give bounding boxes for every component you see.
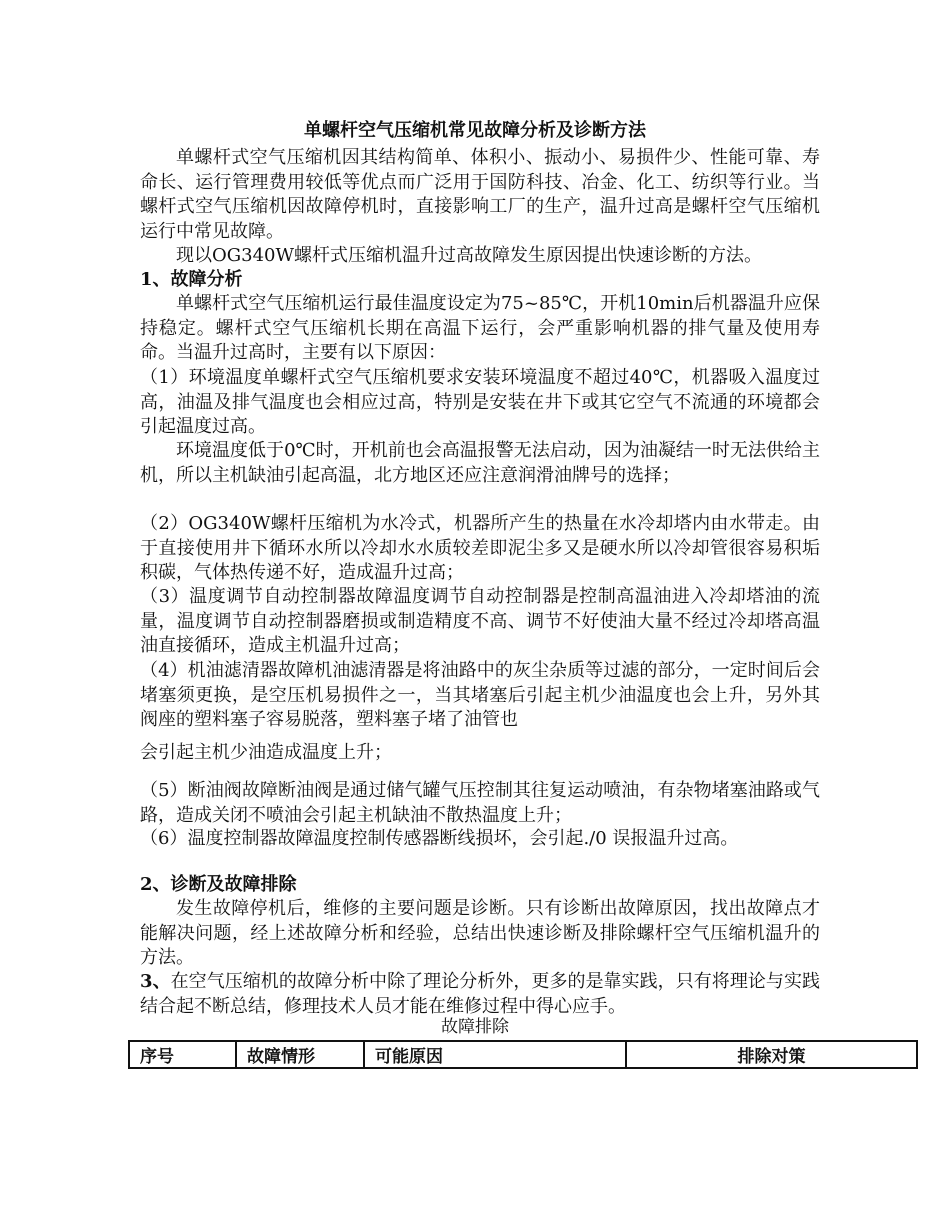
table-header-row bbox=[129, 1041, 917, 1068]
fault-table bbox=[128, 1040, 918, 1069]
intro-method-paragraph: 现以OG340W螺杆式压缩机温升过高故障发生原因提出快速诊断的方法。 bbox=[176, 245, 762, 266]
cause-item-2: （2）OG340W螺杆压缩机为水冷式，机器所产生的热量在水冷却塔内由水带走。由于直接使用井下循环水所以冷却水水质较差即泥尘多又是硬水所以冷却管很容易积垢积碳，气体热传递不好，造成温升过高； bbox=[140, 513, 820, 583]
cause-item-3: （3）温度调节自动控制器故障温度调节自动控制器是控制高温油进入冷却塔油的流量，温度调节自动控制器磨损或制造精度不高、调节不好使油大量不经过冷却塔高温油直接循环，造成主机温升过高； bbox=[140, 586, 820, 656]
cause-item-6: （6）温度控制器故障温度控制传感器断线损坏，会引起./0 误报温升过高。 bbox=[140, 828, 739, 849]
cause-item-1-note: 环境温度低于0℃时，开机前也会高温报警无法启动，因为油凝结一时无法供给主机，所以主机缺油引起高温，北方地区还应注意润滑油牌号的选择； bbox=[140, 440, 820, 486]
section-1-heading: 1、故障分析 bbox=[140, 269, 243, 290]
header-fault-condition: 故障情形 bbox=[236, 1041, 364, 1068]
section-3-number: 3、 bbox=[140, 971, 171, 992]
cause-item-4: （4）机油滤清器故障机油滤清器是将油路中的灰尘杂质等过滤的部分，一定时间后会堵塞须更换，是空压机易损件之一，当其堵塞后引起主机少油温度也会上升，另外其阀座的塑料塞子容易脱落，塑料塞子堵了油管也 bbox=[140, 660, 820, 730]
cause-item-5: （5）断油阀故障断油阀是通过储气罐气压控制其往复运动喷油，有杂物堵塞油路或气路，造成关闭不喷油会引起主机缺油不散热温度上升； bbox=[140, 780, 820, 826]
table-caption: 故障排除 bbox=[441, 1017, 509, 1037]
section-2-heading: 2、诊断及故障排除 bbox=[140, 874, 297, 895]
header-remedy: 排除对策 bbox=[626, 1041, 917, 1068]
intro-paragraph: 单螺杆式空气压缩机因其结构简单、体积小、振动小、易损件少、性能可靠、寿命长、运行管理费用较低等优点而广泛用于国防科技、冶金、化工、纺织等行业。当螺杆式空气压缩机因故障停机时，直接影响工厂的生产，温升过高是螺杆空气压缩机运行中常见故障。 bbox=[140, 147, 820, 242]
section-1-paragraph: 单螺杆式空气压缩机运行最佳温度设定为75~85℃，开机10min后机器温升应保持稳定。螺杆式空气压缩机长期在高温下运行，会严重影响机器的排气量及使用寿命。当温升过高时，主要有以下原因： bbox=[140, 293, 820, 363]
section-2-paragraph: 发生故障停机后，维修的主要问题是诊断。只有诊断出故障原因，找出故障点才能解决问题，经上述故障分析和经验，总结出快速诊断及排除螺杆空气压缩机温升的方法。 bbox=[140, 898, 820, 968]
header-possible-cause: 可能原因 bbox=[364, 1041, 626, 1068]
section-3-text: 在空气压缩机的故障分析中除了理论分析外，更多的是靠实践，只有将理论与实践结合起不断总结，修理技术人员才能在维修过程中得心应手。 bbox=[140, 971, 820, 1017]
header-index: 序号 bbox=[129, 1041, 236, 1068]
section-3-paragraph bbox=[140, 970, 820, 1019]
cause-item-4-continued: 会引起主机少油造成温度上升； bbox=[140, 742, 392, 763]
document-title: 单螺杆空气压缩机常见故障分析及诊断方法 bbox=[304, 120, 646, 141]
cause-item-1: （1）环境温度单螺杆式空气压缩机要求安装环境温度不超过40℃，机器吸入温度过高，油温及排气温度也会相应过高，特别是安装在井下或其它空气不流通的环境都会引起温度过高。 bbox=[140, 367, 820, 437]
